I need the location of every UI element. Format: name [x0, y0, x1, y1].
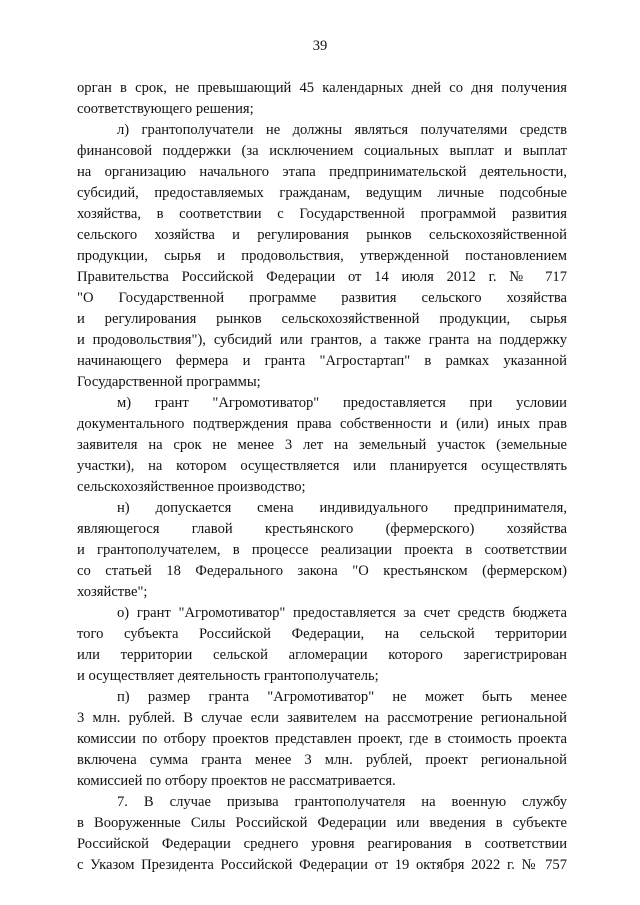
text-line: со статьей 18 Федерального закона "О крестьянском (фермерском)	[77, 563, 567, 579]
text-line: н) допускается смена индивидуального предпринимателя,	[117, 500, 567, 516]
text-line: соответствующего решения;	[77, 101, 254, 117]
text-line: финансовой поддержки (за исключением социальных выплат и выплат	[77, 143, 567, 159]
text-line: заявителя на срок не менее 3 лет на земельный участок (земельные	[77, 437, 567, 453]
text-line: участки), на котором осуществляется или планируется осуществлять	[77, 458, 567, 474]
text-line: сельскохозяйственное производство;	[77, 479, 306, 495]
text-line: "О Государственной программе развития сельского хозяйства	[77, 290, 567, 306]
text-line: 7. В случае призыва грантополучателя на военную службу	[117, 794, 567, 810]
text-line: сельского хозяйства и регулирования рынков сельскохозяйственной	[77, 227, 567, 243]
text-line: л) грантополучатели не должны являться получателями средств	[117, 122, 567, 138]
text-line: 3 млн. рублей. В случае если заявителем на рассмотрение региональной	[77, 710, 567, 726]
text-line: Правительства Российской Федерации от 14 июля 2012 г. № 717	[77, 269, 567, 285]
text-line: комиссии по отбору проектов представлен проект, где в стоимость проекта	[77, 731, 567, 747]
text-line: того субъекта Российской Федерации, на сельской территории	[77, 626, 567, 642]
text-line: и грантополучателем, в процессе реализации проекта в соответствии	[77, 542, 567, 558]
text-line: субсидий, предоставляемых гражданам, ведущим личные подсобные	[77, 185, 567, 201]
text-line: хозяйства, в соответствии с Государственной программой развития	[77, 206, 567, 222]
text-line: хозяйстве";	[77, 584, 148, 600]
text-line: включена сумма гранта менее 3 млн. рублей, проект региональной	[77, 752, 567, 768]
text-line: в Вооруженные Силы Российской Федерации или введения в субъекте	[77, 815, 567, 831]
text-line: м) грант "Агромотиватор" предоставляется при условии	[117, 395, 567, 411]
text-line: о) грант "Агромотиватор" предоставляется за счет средств бюджета	[117, 605, 567, 621]
text-line: орган в срок, не превышающий 45 календарных дней со дня получения	[77, 80, 567, 96]
text-line: или территории сельской агломерации которого зарегистрирован	[77, 647, 567, 663]
text-line: являющегося главой крестьянского (фермерского) хозяйства	[77, 521, 567, 537]
text-line: продукции, сырья и продовольствия, утвержденной постановлением	[77, 248, 567, 264]
text-line: комиссией по отбору проектов не рассматривается.	[77, 773, 396, 789]
text-line: и осуществляет деятельность грантополучатель;	[77, 668, 379, 684]
text-line: на организацию начального этапа предпринимательской деятельности,	[77, 164, 567, 180]
text-line: и продовольствия"), субсидий или грантов, а также гранта на поддержку	[77, 332, 567, 348]
text-line: с Указом Президента Российской Федерации от 19 октября 2022 г. № 757	[77, 857, 567, 873]
text-line: Государственной программы;	[77, 374, 261, 390]
text-line: начинающего фермера и гранта "Агростартап" в рамках указанной	[77, 353, 567, 369]
text-line: Российской Федерации среднего уровня реагирования в соответствии	[77, 836, 567, 852]
page-number: 39	[312, 38, 328, 54]
text-line: и регулирования рынков сельскохозяйственной продукции, сырья	[77, 311, 567, 327]
text-line: п) размер гранта "Агромотиватор" не может быть менее	[117, 689, 567, 705]
text-line: документального подтверждения права собственности и (или) иных прав	[77, 416, 567, 432]
